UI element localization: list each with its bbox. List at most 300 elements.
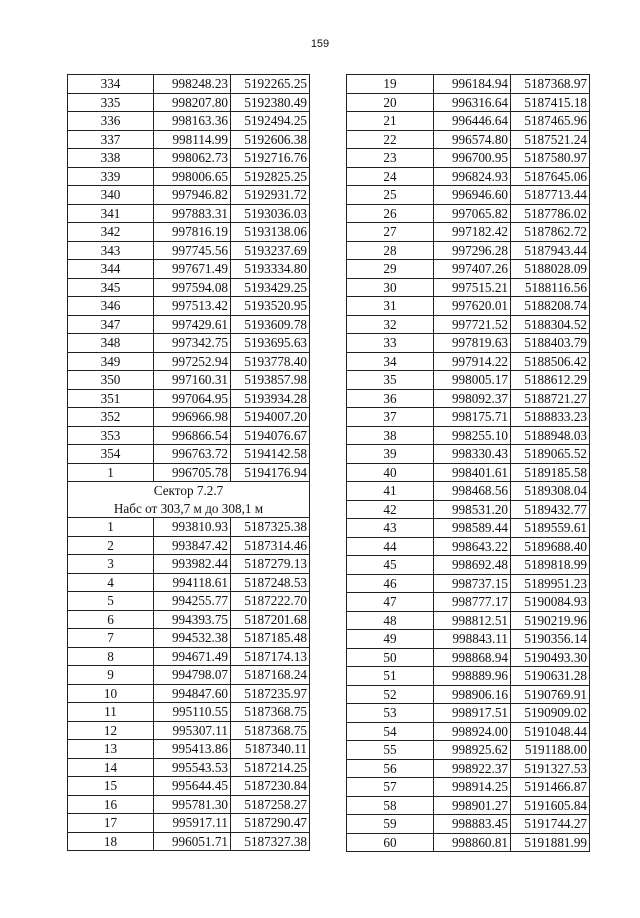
table-row [347, 537, 590, 556]
point-number-cell: 59 [347, 815, 434, 834]
x-coordinate-cell: 998906.16 [434, 685, 511, 704]
x-coordinate-cell: 996824.93 [434, 167, 511, 186]
y-coordinate-cell: 5187943.44 [511, 241, 590, 260]
point-number-cell: 10 [68, 684, 154, 703]
table-row [68, 536, 310, 555]
x-coordinate-cell: 994798.07 [154, 666, 231, 685]
point-number-cell: 5 [68, 592, 154, 611]
point-number-cell: 7 [68, 629, 154, 648]
y-coordinate-cell: 5187279.13 [231, 555, 310, 574]
y-coordinate-cell: 5191744.27 [511, 815, 590, 834]
point-number-cell: 2 [68, 536, 154, 555]
table-row [68, 666, 310, 685]
table-row [68, 389, 310, 408]
y-coordinate-cell: 5188028.09 [511, 260, 590, 279]
y-coordinate-cell: 5192265.25 [231, 75, 310, 94]
x-coordinate-cell: 997429.61 [154, 315, 231, 334]
x-coordinate-cell: 998401.61 [434, 463, 511, 482]
y-coordinate-cell: 5188948.03 [511, 426, 590, 445]
x-coordinate-cell: 998163.36 [154, 112, 231, 131]
point-number-cell: 349 [68, 352, 154, 371]
table-row [347, 241, 590, 260]
point-number-cell: 53 [347, 704, 434, 723]
table-row [347, 463, 590, 482]
table-row [347, 315, 590, 334]
y-coordinate-cell: 5187368.75 [231, 721, 310, 740]
point-number-cell: 36 [347, 389, 434, 408]
point-number-cell: 57 [347, 778, 434, 797]
point-number-cell: 39 [347, 445, 434, 464]
table-row [347, 186, 590, 205]
x-coordinate-cell: 996946.60 [434, 186, 511, 205]
y-coordinate-cell: 5193609.78 [231, 315, 310, 334]
table-row [68, 758, 310, 777]
point-number-cell: 344 [68, 260, 154, 279]
x-coordinate-cell: 997721.52 [434, 315, 511, 334]
point-number-cell: 54 [347, 722, 434, 741]
point-number-cell: 20 [347, 93, 434, 112]
y-coordinate-cell: 5187340.11 [231, 740, 310, 759]
x-coordinate-cell: 993982.44 [154, 555, 231, 574]
point-number-cell: 1 [68, 518, 154, 537]
point-number-cell: 342 [68, 223, 154, 242]
table-row [347, 611, 590, 630]
y-coordinate-cell: 5191605.84 [511, 796, 590, 815]
table-row [347, 278, 590, 297]
point-number-cell: 347 [68, 315, 154, 334]
table-row [68, 149, 310, 168]
point-number-cell: 343 [68, 241, 154, 260]
point-number-cell: 28 [347, 241, 434, 260]
y-coordinate-cell: 5189065.52 [511, 445, 590, 464]
point-number-cell: 41 [347, 482, 434, 501]
table-row [68, 315, 310, 334]
x-coordinate-cell: 998868.94 [434, 648, 511, 667]
sector-subtitle-row [68, 500, 310, 518]
point-number-cell: 341 [68, 204, 154, 223]
y-coordinate-cell: 5190769.91 [511, 685, 590, 704]
x-coordinate-cell: 998531.20 [434, 500, 511, 519]
table-row [347, 426, 590, 445]
table-row [68, 408, 310, 427]
point-number-cell: 50 [347, 648, 434, 667]
x-coordinate-cell: 995307.11 [154, 721, 231, 740]
point-number-cell: 353 [68, 426, 154, 445]
table-row [347, 759, 590, 778]
y-coordinate-cell: 5189688.40 [511, 537, 590, 556]
table-row [68, 721, 310, 740]
x-coordinate-cell: 997064.95 [154, 389, 231, 408]
table-row [68, 426, 310, 445]
y-coordinate-cell: 5190084.93 [511, 593, 590, 612]
table-row [68, 832, 310, 851]
table-row [68, 573, 310, 592]
table-row [68, 777, 310, 796]
y-coordinate-cell: 5189432.77 [511, 500, 590, 519]
table-row [347, 482, 590, 501]
y-coordinate-cell: 5194142.58 [231, 445, 310, 464]
x-coordinate-cell: 994847.60 [154, 684, 231, 703]
point-number-cell: 42 [347, 500, 434, 519]
point-number-cell: 335 [68, 93, 154, 112]
table-row [347, 815, 590, 834]
x-coordinate-cell: 998914.25 [434, 778, 511, 797]
table-row [68, 518, 310, 537]
y-coordinate-cell: 5187258.27 [231, 795, 310, 814]
x-coordinate-cell: 995543.53 [154, 758, 231, 777]
y-coordinate-cell: 5187521.24 [511, 130, 590, 149]
point-number-cell: 12 [68, 721, 154, 740]
table-row [68, 592, 310, 611]
y-coordinate-cell: 5188304.52 [511, 315, 590, 334]
y-coordinate-cell: 5192931.72 [231, 186, 310, 205]
table-row [347, 722, 590, 741]
left-table-top-body [68, 75, 310, 482]
point-number-cell: 24 [347, 167, 434, 186]
table-row [68, 204, 310, 223]
point-number-cell: 18 [68, 832, 154, 851]
x-coordinate-cell: 996966.98 [154, 408, 231, 427]
y-coordinate-cell: 5192494.25 [231, 112, 310, 131]
point-number-cell: 31 [347, 297, 434, 316]
table-row [347, 93, 590, 112]
point-number-cell: 23 [347, 149, 434, 168]
point-number-cell: 47 [347, 593, 434, 612]
y-coordinate-cell: 5187580.97 [511, 149, 590, 168]
table-row [347, 260, 590, 279]
y-coordinate-cell: 5187201.68 [231, 610, 310, 629]
y-coordinate-cell: 5188721.27 [511, 389, 590, 408]
y-coordinate-cell: 5193934.28 [231, 389, 310, 408]
y-coordinate-cell: 5191466.87 [511, 778, 590, 797]
x-coordinate-cell: 995110.55 [154, 703, 231, 722]
table-row [347, 648, 590, 667]
x-coordinate-cell: 996763.72 [154, 445, 231, 464]
point-number-cell: 46 [347, 574, 434, 593]
x-coordinate-cell: 997946.82 [154, 186, 231, 205]
x-coordinate-cell: 998777.17 [434, 593, 511, 612]
table-row [347, 112, 590, 131]
point-number-cell: 346 [68, 297, 154, 316]
table-row [68, 629, 310, 648]
table-row [347, 334, 590, 353]
table-row [347, 223, 590, 242]
y-coordinate-cell: 5188833.23 [511, 408, 590, 427]
x-coordinate-cell: 997819.63 [434, 334, 511, 353]
table-row [347, 408, 590, 427]
x-coordinate-cell: 995644.45 [154, 777, 231, 796]
y-coordinate-cell: 5190631.28 [511, 667, 590, 686]
y-coordinate-cell: 5191881.99 [511, 833, 590, 852]
y-coordinate-cell: 5188612.29 [511, 371, 590, 390]
y-coordinate-cell: 5187325.38 [231, 518, 310, 537]
x-coordinate-cell: 994393.75 [154, 610, 231, 629]
point-number-cell: 51 [347, 667, 434, 686]
x-coordinate-cell: 998207.80 [154, 93, 231, 112]
x-coordinate-cell: 998924.00 [434, 722, 511, 741]
point-number-cell: 27 [347, 223, 434, 242]
table-row [347, 297, 590, 316]
table-row [347, 556, 590, 575]
y-coordinate-cell: 5187314.46 [231, 536, 310, 555]
x-coordinate-cell: 998468.56 [434, 482, 511, 501]
table-row [68, 352, 310, 371]
point-number-cell: 340 [68, 186, 154, 205]
table-row [68, 75, 310, 94]
y-coordinate-cell: 5187168.24 [231, 666, 310, 685]
x-coordinate-cell: 996705.78 [154, 463, 231, 482]
x-coordinate-cell: 994118.61 [154, 573, 231, 592]
x-coordinate-cell: 998092.37 [434, 389, 511, 408]
y-coordinate-cell: 5187185.48 [231, 629, 310, 648]
point-number-cell: 339 [68, 167, 154, 186]
point-number-cell: 48 [347, 611, 434, 630]
y-coordinate-cell: 5187786.02 [511, 204, 590, 223]
point-number-cell: 25 [347, 186, 434, 205]
point-number-cell: 11 [68, 703, 154, 722]
table-row [68, 278, 310, 297]
x-coordinate-cell: 997182.42 [434, 223, 511, 242]
y-coordinate-cell: 5187368.97 [511, 75, 590, 94]
y-coordinate-cell: 5190356.14 [511, 630, 590, 649]
y-coordinate-cell: 5194076.67 [231, 426, 310, 445]
point-number-cell: 6 [68, 610, 154, 629]
right-table-body [347, 75, 590, 852]
sector-title: Сектор 7.2.7 [68, 482, 310, 500]
sector-header [68, 482, 310, 518]
y-coordinate-cell: 5193138.06 [231, 223, 310, 242]
table-row [347, 778, 590, 797]
y-coordinate-cell: 5189308.04 [511, 482, 590, 501]
point-number-cell: 56 [347, 759, 434, 778]
x-coordinate-cell: 998917.51 [434, 704, 511, 723]
point-number-cell: 4 [68, 573, 154, 592]
table-row [68, 130, 310, 149]
x-coordinate-cell: 998062.73 [154, 149, 231, 168]
table-row [68, 371, 310, 390]
y-coordinate-cell: 5189185.58 [511, 463, 590, 482]
table-row [347, 685, 590, 704]
x-coordinate-cell: 997065.82 [434, 204, 511, 223]
table-row [347, 149, 590, 168]
table-row [347, 667, 590, 686]
page-number: 159 [310, 38, 330, 50]
x-coordinate-cell: 998889.96 [434, 667, 511, 686]
point-number-cell: 34 [347, 352, 434, 371]
x-coordinate-cell: 997745.56 [154, 241, 231, 260]
table-row [68, 223, 310, 242]
point-number-cell: 22 [347, 130, 434, 149]
table-row [68, 684, 310, 703]
table-row [68, 112, 310, 131]
table-row [347, 630, 590, 649]
point-number-cell: 337 [68, 130, 154, 149]
y-coordinate-cell: 5188506.42 [511, 352, 590, 371]
y-coordinate-cell: 5187174.13 [231, 647, 310, 666]
point-number-cell: 37 [347, 408, 434, 427]
left-coordinates-table [67, 74, 310, 851]
table-row [347, 833, 590, 852]
x-coordinate-cell: 996446.64 [434, 112, 511, 131]
x-coordinate-cell: 994671.49 [154, 647, 231, 666]
point-number-cell: 58 [347, 796, 434, 815]
point-number-cell: 15 [68, 777, 154, 796]
x-coordinate-cell: 998330.43 [434, 445, 511, 464]
x-coordinate-cell: 998812.51 [434, 611, 511, 630]
point-number-cell: 33 [347, 334, 434, 353]
table-row [68, 445, 310, 464]
x-coordinate-cell: 998255.10 [434, 426, 511, 445]
table-row [68, 334, 310, 353]
x-coordinate-cell: 996051.71 [154, 832, 231, 851]
point-number-cell: 1 [68, 463, 154, 482]
y-coordinate-cell: 5189951.23 [511, 574, 590, 593]
point-number-cell: 336 [68, 112, 154, 131]
x-coordinate-cell: 995781.30 [154, 795, 231, 814]
x-coordinate-cell: 995413.86 [154, 740, 231, 759]
y-coordinate-cell: 5191048.44 [511, 722, 590, 741]
table-row [68, 647, 310, 666]
point-number-cell: 43 [347, 519, 434, 538]
table-row [68, 795, 310, 814]
y-coordinate-cell: 5187290.47 [231, 814, 310, 833]
point-number-cell: 26 [347, 204, 434, 223]
x-coordinate-cell: 997407.26 [434, 260, 511, 279]
point-number-cell: 49 [347, 630, 434, 649]
point-number-cell: 338 [68, 149, 154, 168]
point-number-cell: 17 [68, 814, 154, 833]
point-number-cell: 348 [68, 334, 154, 353]
point-number-cell: 8 [68, 647, 154, 666]
y-coordinate-cell: 5189559.61 [511, 519, 590, 538]
y-coordinate-cell: 5193237.69 [231, 241, 310, 260]
point-number-cell: 55 [347, 741, 434, 760]
table-row [347, 519, 590, 538]
y-coordinate-cell: 5187368.75 [231, 703, 310, 722]
sector-title-row [68, 482, 310, 500]
x-coordinate-cell: 998175.71 [434, 408, 511, 427]
point-number-cell: 19 [347, 75, 434, 94]
y-coordinate-cell: 5192825.25 [231, 167, 310, 186]
x-coordinate-cell: 997513.42 [154, 297, 231, 316]
table-row [347, 389, 590, 408]
x-coordinate-cell: 998860.81 [434, 833, 511, 852]
point-number-cell: 3 [68, 555, 154, 574]
x-coordinate-cell: 997883.31 [154, 204, 231, 223]
x-coordinate-cell: 997160.31 [154, 371, 231, 390]
x-coordinate-cell: 997914.22 [434, 352, 511, 371]
y-coordinate-cell: 5194007.20 [231, 408, 310, 427]
x-coordinate-cell: 997342.75 [154, 334, 231, 353]
point-number-cell: 40 [347, 463, 434, 482]
y-coordinate-cell: 5190909.02 [511, 704, 590, 723]
point-number-cell: 14 [68, 758, 154, 777]
y-coordinate-cell: 5188116.56 [511, 278, 590, 297]
point-number-cell: 45 [347, 556, 434, 575]
table-row [347, 704, 590, 723]
y-coordinate-cell: 5190493.30 [511, 648, 590, 667]
x-coordinate-cell: 998922.37 [434, 759, 511, 778]
y-coordinate-cell: 5187235.97 [231, 684, 310, 703]
x-coordinate-cell: 998114.99 [154, 130, 231, 149]
y-coordinate-cell: 5192606.38 [231, 130, 310, 149]
y-coordinate-cell: 5193695.63 [231, 334, 310, 353]
table-row [68, 814, 310, 833]
table-row [347, 445, 590, 464]
x-coordinate-cell: 996316.64 [434, 93, 511, 112]
y-coordinate-cell: 5187327.38 [231, 832, 310, 851]
point-number-cell: 30 [347, 278, 434, 297]
x-coordinate-cell: 997515.21 [434, 278, 511, 297]
table-row [347, 352, 590, 371]
y-coordinate-cell: 5193520.95 [231, 297, 310, 316]
point-number-cell: 345 [68, 278, 154, 297]
point-number-cell: 16 [68, 795, 154, 814]
point-number-cell: 44 [347, 537, 434, 556]
table-row [347, 75, 590, 94]
x-coordinate-cell: 997816.19 [154, 223, 231, 242]
y-coordinate-cell: 5187862.72 [511, 223, 590, 242]
table-row [347, 204, 590, 223]
y-coordinate-cell: 5193778.40 [231, 352, 310, 371]
y-coordinate-cell: 5187415.18 [511, 93, 590, 112]
x-coordinate-cell: 998005.17 [434, 371, 511, 390]
x-coordinate-cell: 996184.94 [434, 75, 511, 94]
point-number-cell: 35 [347, 371, 434, 390]
table-row [68, 740, 310, 759]
x-coordinate-cell: 998843.11 [434, 630, 511, 649]
table-row [68, 241, 310, 260]
x-coordinate-cell: 997620.01 [434, 297, 511, 316]
x-coordinate-cell: 996700.95 [434, 149, 511, 168]
point-number-cell: 32 [347, 315, 434, 334]
table-row [68, 463, 310, 482]
table-row [347, 500, 590, 519]
left-table-bottom-body [68, 518, 310, 851]
x-coordinate-cell: 998248.23 [154, 75, 231, 94]
x-coordinate-cell: 998589.44 [434, 519, 511, 538]
x-coordinate-cell: 996574.80 [434, 130, 511, 149]
table-row [68, 167, 310, 186]
y-coordinate-cell: 5187214.25 [231, 758, 310, 777]
point-number-cell: 9 [68, 666, 154, 685]
x-coordinate-cell: 994255.77 [154, 592, 231, 611]
x-coordinate-cell: 998643.22 [434, 537, 511, 556]
y-coordinate-cell: 5187248.53 [231, 573, 310, 592]
point-number-cell: 350 [68, 371, 154, 390]
table-row [68, 297, 310, 316]
table-row [68, 260, 310, 279]
table-row [347, 796, 590, 815]
x-coordinate-cell: 997594.08 [154, 278, 231, 297]
table-row [347, 574, 590, 593]
table-row [347, 371, 590, 390]
y-coordinate-cell: 5190219.96 [511, 611, 590, 630]
y-coordinate-cell: 5193857.98 [231, 371, 310, 390]
y-coordinate-cell: 5187222.70 [231, 592, 310, 611]
y-coordinate-cell: 5187645.06 [511, 167, 590, 186]
y-coordinate-cell: 5191327.53 [511, 759, 590, 778]
y-coordinate-cell: 5188403.79 [511, 334, 590, 353]
table-row [347, 167, 590, 186]
point-number-cell: 351 [68, 389, 154, 408]
y-coordinate-cell: 5187713.44 [511, 186, 590, 205]
y-coordinate-cell: 5192380.49 [231, 93, 310, 112]
right-coordinates-table [346, 74, 590, 852]
table-row [347, 130, 590, 149]
table-row [68, 93, 310, 112]
point-number-cell: 60 [347, 833, 434, 852]
